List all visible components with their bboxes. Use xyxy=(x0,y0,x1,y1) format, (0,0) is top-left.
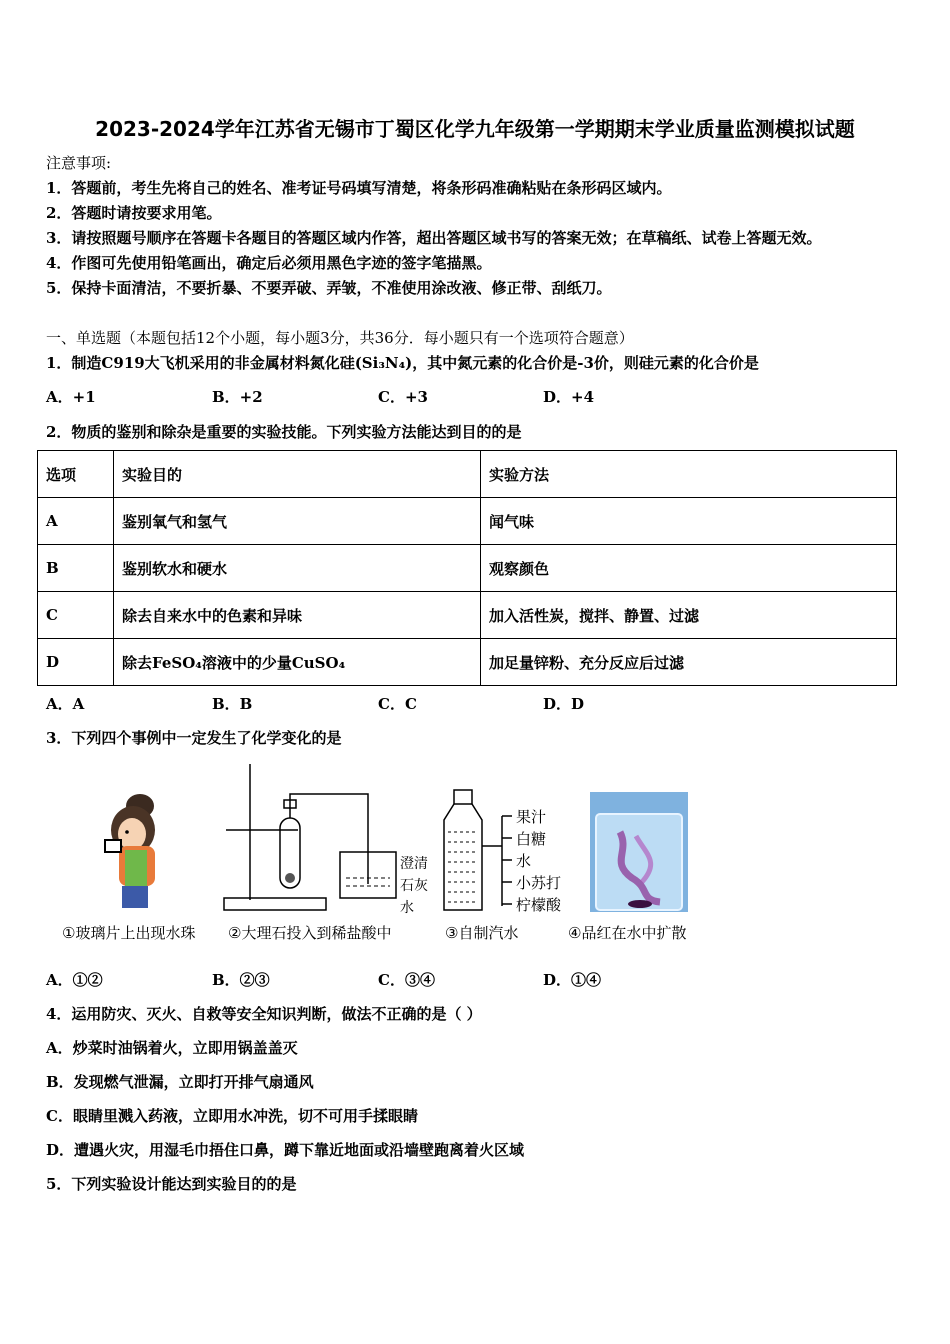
q5-stem: 5．下列实验设计能达到实验目的的是 xyxy=(46,1175,297,1193)
bottle-ingredient-label: 柠檬酸 xyxy=(516,896,562,914)
table-cell: 观察颜色 xyxy=(481,545,897,592)
table-cell: 鉴别氧气和氢气 xyxy=(114,498,481,545)
q1-option-b: B．+2 xyxy=(212,388,263,406)
apparatus-diagram xyxy=(218,760,438,918)
figure-caption: ④品红在水中扩散 xyxy=(568,924,687,942)
q2-table xyxy=(37,450,897,686)
table-cell: 鉴别软水和硬水 xyxy=(114,545,481,592)
limewater-label: 澄清 xyxy=(400,856,428,872)
table-cell: B xyxy=(38,545,114,592)
soda-bottle-diagram xyxy=(438,786,578,918)
notice-item: 4．作图可先使用铅笔画出，确定后必须用黑色字迹的签字笔描黑。 xyxy=(46,254,492,272)
table-row xyxy=(38,545,897,592)
figure-caption: ③自制汽水 xyxy=(445,924,519,942)
table-header: 实验目的 xyxy=(114,451,481,498)
table-row xyxy=(38,592,897,639)
q1-option-d: D．+4 xyxy=(543,388,595,406)
section-heading: 一、单选题（本题包括12个小题，每小题3分，共36分．每小题只有一个选项符合题意） xyxy=(46,329,634,347)
table-header: 实验方法 xyxy=(481,451,897,498)
limewater-label: 水 xyxy=(400,900,414,916)
q3-option-b: B．②③ xyxy=(212,971,270,989)
q2-option-c: C．C xyxy=(378,695,417,713)
table-row xyxy=(38,498,897,545)
notice-heading: 注意事项: xyxy=(46,154,112,172)
table-row xyxy=(38,639,897,686)
q2-stem: 2．物质的鉴别和除杂是重要的实验技能。下列实验方法能达到目的的是 xyxy=(46,423,522,441)
q3-option-c: C．③④ xyxy=(378,971,435,989)
q2-option-a: A．A xyxy=(46,695,85,713)
figure-caption: ②大理石投入到稀盐酸中 xyxy=(228,924,392,942)
q4-option-c: C．眼睛里溅入药液，立即用水冲洗，切不可用手揉眼睛 xyxy=(46,1107,418,1125)
q1-option-c: C．+3 xyxy=(378,388,428,406)
q4-stem: 4．运用防灾、灭火、自救等安全知识判断，做法不正确的是（ ） xyxy=(46,1005,482,1023)
q2-option-d: D．D xyxy=(543,695,585,713)
q4-option-d: D．遭遇火灾，用湿毛巾捂住口鼻，蹲下靠近地面或沿墙壁跑离着火区域 xyxy=(46,1141,525,1159)
table-cell: 闻气味 xyxy=(481,498,897,545)
q3-option-d: D．①④ xyxy=(543,971,602,989)
q3-stem: 3．下列四个事例中一定发生了化学变化的是 xyxy=(46,729,342,747)
notice-item: 1．答题前，考生先将自己的姓名、准考证号码填写清楚，将条形码准确粘贴在条形码区域内。 xyxy=(46,179,672,197)
girl-glass-illustration xyxy=(95,788,175,913)
beaker-photo xyxy=(590,792,688,912)
table-cell: D xyxy=(38,639,114,686)
q2-option-b: B．B xyxy=(212,695,253,713)
bottle-ingredient-label: 小苏打 xyxy=(516,874,562,892)
table-cell: 除去自来水中的色素和异味 xyxy=(114,592,481,639)
notice-item: 5．保持卡面清洁，不要折暴、不要弄破、弄皱，不准使用涂改液、修正带、刮纸刀。 xyxy=(46,279,612,297)
q4-option-a: A．炒菜时油锅着火，立即用锅盖盖灭 xyxy=(46,1039,298,1057)
bottle-ingredient-label: 白糖 xyxy=(516,830,547,848)
table-header: 选项 xyxy=(38,451,114,498)
table-header-row xyxy=(38,451,897,498)
table-cell: 除去FeSO₄溶液中的少量CuSO₄ xyxy=(114,639,481,686)
limewater-label: 石灰 xyxy=(400,878,428,894)
table-cell: A xyxy=(38,498,114,545)
q1-stem: 1．制造C919大飞机采用的非金属材料氮化硅(Si₃N₄)，其中氮元素的化合价是-3价，则硅元素的化合价是 xyxy=(46,354,759,372)
table-cell: C xyxy=(38,592,114,639)
q3-option-a: A．①② xyxy=(46,971,103,989)
figure-caption: ①玻璃片上出现水珠 xyxy=(62,924,196,942)
notice-item: 3．请按照题号顺序在答题卡各题目的答题区域内作答，超出答题区域书写的答案无效；在草稿纸、试卷上答题无效。 xyxy=(46,229,822,247)
page-title: 2023-2024学年江苏省无锡市丁蜀区化学九年级第一学期期末学业质量监测模拟试题 xyxy=(95,117,855,141)
q4-option-b: B．发现燃气泄漏，立即打开排气扇通风 xyxy=(46,1073,314,1091)
notice-item: 2．答题时请按要求用笔。 xyxy=(46,204,222,222)
bottle-ingredient-label: 果汁 xyxy=(516,808,547,826)
bottle-ingredient-label: 水 xyxy=(516,852,532,870)
q1-option-a: A．+1 xyxy=(46,388,96,406)
table-cell: 加足量锌粉、充分反应后过滤 xyxy=(481,639,897,686)
table-cell: 加入活性炭，搅拌、静置、过滤 xyxy=(481,592,897,639)
